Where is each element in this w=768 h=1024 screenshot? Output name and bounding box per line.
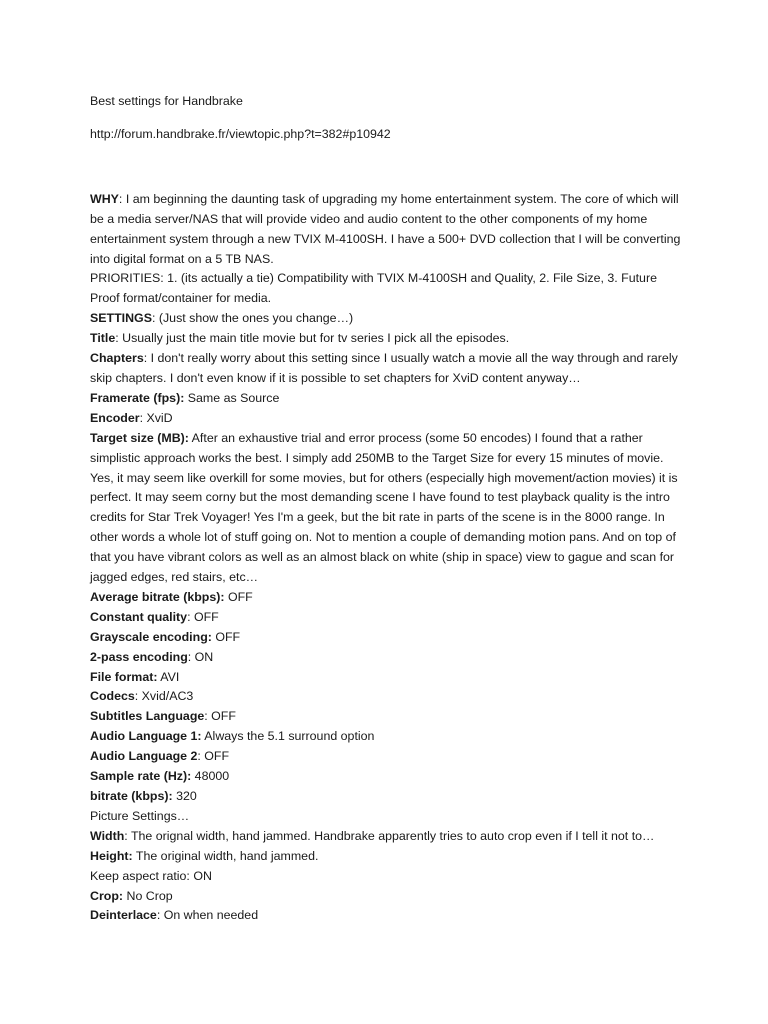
setting-paragraph <box>90 409 682 429</box>
setting-label: Average bitrate (kbps): <box>90 589 225 604</box>
setting-text: OFF <box>227 589 253 604</box>
setting-paragraph <box>90 668 682 688</box>
setting-text: XviD <box>146 410 173 425</box>
setting-text: Keep aspect ratio: ON <box>90 868 212 883</box>
setting-label: File format: <box>90 669 158 684</box>
setting-paragraph <box>90 329 682 349</box>
setting-label: Audio Language 2 <box>90 749 198 764</box>
setting-label: Title <box>90 331 116 346</box>
setting-paragraph <box>90 269 682 309</box>
setting-text: OFF <box>193 609 219 624</box>
setting-paragraph <box>90 727 682 747</box>
setting-label: Sample rate (Hz): <box>90 769 192 784</box>
setting-text: ON <box>194 649 214 664</box>
setting-text: (Just show the ones you change…) <box>158 311 354 326</box>
setting-text: Same as Source <box>187 390 280 405</box>
setting-paragraph <box>90 349 682 389</box>
setting-paragraph <box>90 648 682 668</box>
setting-paragraph <box>90 767 682 787</box>
setting-paragraph <box>90 827 682 847</box>
setting-paragraph <box>90 628 682 648</box>
setting-text: No Crop <box>126 888 173 903</box>
setting-label: Codecs <box>90 689 135 704</box>
setting-label: Constant quality <box>90 609 188 624</box>
setting-label: Audio Language 1: <box>90 729 202 744</box>
setting-paragraph <box>90 867 682 887</box>
setting-label: bitrate (kbps): <box>90 789 173 803</box>
setting-text: After an exhaustive trial and error process (some 50 encodes) I found that a rather simplistic approach works the best. I simply add 250MB to the Target Size for every 15 minutes of movie. Yes, it may seem like overkill for some movies, but for others (especially high movement/action movies) it is perfect. It may seem corny but the most demanding scene I have found to test playback quality is the intro credits for Star Trek Voyager! Yes I'm a geek, but the bit rate in parts of the scene is in the 8000 range. In other words a whole lot of stuff going on. Not to mention a couple of demanding motion pans. And on top of that you have vibrant colors as well as an almost black on white (ship in space) view to gague and scan for jagged edges, red stairs, etc… <box>90 430 678 585</box>
setting-separator: : <box>187 649 195 664</box>
setting-label: SETTINGS <box>90 311 152 326</box>
setting-paragraph <box>90 707 682 727</box>
setting-label: Encoder <box>90 410 140 425</box>
setting-paragraph <box>90 608 682 628</box>
setting-text: OFF <box>215 629 241 644</box>
setting-separator: : <box>204 709 212 724</box>
setting-text: The orignal width, hand jammed. Handbrake apparently tries to auto crop even if I tell it not to… <box>130 828 655 843</box>
setting-label: WHY <box>90 191 119 206</box>
setting-text: AVI <box>160 669 180 684</box>
setting-text: Usually just the main title movie but for tv series I pick all the episodes. <box>122 331 510 346</box>
setting-label: Crop: <box>90 888 124 903</box>
setting-paragraph <box>90 309 682 329</box>
setting-text: 48000 <box>194 769 230 784</box>
setting-separator: : <box>134 689 142 704</box>
source-url: http://forum.handbrake.fr/viewtopic.php?t=382#p10942 <box>90 126 391 141</box>
setting-separator: : <box>156 908 164 923</box>
setting-label: Width <box>90 828 125 843</box>
setting-text: Always the 5.1 surround option <box>204 729 375 744</box>
setting-paragraph <box>90 906 682 926</box>
setting-text: Picture Settings… <box>90 808 190 823</box>
setting-label: Height: <box>90 848 133 863</box>
document-content <box>90 92 682 926</box>
setting-separator: : <box>139 410 147 425</box>
setting-text: PRIORITIES: 1. (its actually a tie) Compatibility with TVIX M-4100SH and Quality, 2. File Size, 3. Future Proof format/container for media. <box>90 271 657 306</box>
setting-separator: : <box>115 331 123 346</box>
setting-text: The original width, hand jammed. <box>135 848 319 863</box>
setting-text: I don't really worry about this setting since I usually watch a movie all the way through and rarely skip chapters. I don't even know if it is possible to set chapters for XviD content anyway… <box>90 351 678 385</box>
setting-text: I am beginning the daunting task of upgrading my home entertainment system. The core of which will be a media server/NAS that will provide video and audio content to the other components of my home entertainment system through a new TVIX M-4100SH. I have a 500+ DVD collection that I will be converting into digital format on a 5 TB NAS. <box>90 191 681 266</box>
setting-text: OFF <box>211 709 236 724</box>
setting-label: Target size (MB): <box>90 430 189 445</box>
setting-separator: : <box>197 749 205 764</box>
setting-text: Xvid/AC3 <box>141 689 194 704</box>
setting-label: Deinterlace <box>90 908 157 923</box>
setting-separator: : <box>151 311 159 326</box>
setting-text: 320 <box>176 789 197 803</box>
document-body <box>90 190 682 927</box>
setting-paragraph <box>90 787 682 807</box>
setting-separator: : <box>118 191 126 206</box>
setting-paragraph <box>90 429 682 588</box>
setting-label: 2-pass encoding <box>90 649 188 664</box>
setting-paragraph <box>90 887 682 907</box>
setting-label: Grayscale encoding: <box>90 629 212 644</box>
setting-paragraph <box>90 389 682 409</box>
setting-label: Chapters <box>90 351 144 366</box>
setting-label: Subtitles Language <box>90 709 205 724</box>
setting-paragraph <box>90 847 682 867</box>
setting-separator: : <box>124 828 131 843</box>
document-title: Best settings for Handbrake <box>90 94 243 108</box>
setting-separator: : <box>143 351 151 366</box>
setting-text: OFF <box>204 749 230 764</box>
setting-paragraph <box>90 190 682 270</box>
setting-label: Framerate (fps): <box>90 390 185 405</box>
setting-paragraph <box>90 807 682 827</box>
setting-paragraph <box>90 747 682 767</box>
setting-paragraph <box>90 687 682 707</box>
setting-separator: : <box>187 609 194 624</box>
setting-paragraph <box>90 588 682 608</box>
setting-text: On when needed <box>163 908 259 923</box>
